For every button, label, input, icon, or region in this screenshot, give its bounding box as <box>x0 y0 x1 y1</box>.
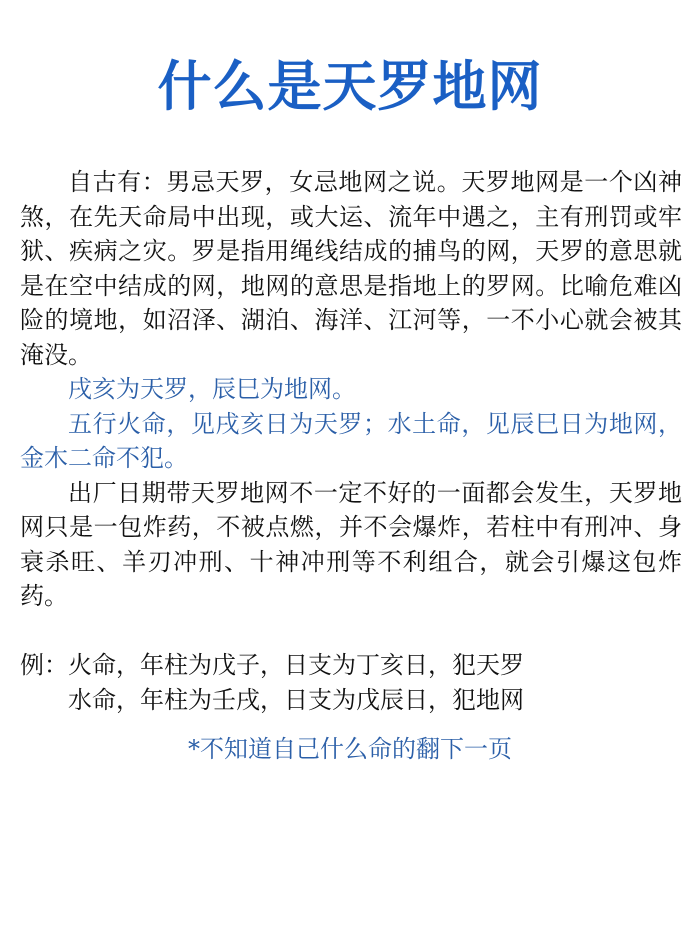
article-body <box>20 165 682 717</box>
paragraph-definition: 戌亥为天罗，辰巳为地网。 <box>68 375 356 403</box>
paragraph-five-elements: 五行火命，见戌亥日为天罗；水土命，见辰巳日为地网，金木二命不犯。 <box>20 409 682 472</box>
paragraph-intro: 自古有：男忌天罗，女忌地网之说。天罗地网是一个凶神煞，在先天命局中出现，或大运、流年中遇之，主有刑罚或牢狱、疾病之灾。罗是指用绳线结成的捕鸟的网，天罗的意思就是在空中结成的网，地网的意思是指地上的罗网。比喻危难凶险的境地，如沼泽、湖泊、海洋、江河等，一不小心就会被其淹没。 <box>20 168 682 369</box>
example-line-1: 例：火命，年柱为戊子，日支为丁亥日，犯天罗 <box>20 651 524 679</box>
paragraph-explanation: 出厂日期带天罗地网不一定不好的一面都会发生，天罗地网只是一包炸药，不被点燃，并不会爆炸，若柱中有刑冲、身衰杀旺、羊刃冲刑、十神冲刑等不利组合，就会引爆这包炸药。 <box>20 478 682 610</box>
paragraph-spacer <box>20 614 682 649</box>
footer-note: *不知道自己什么命的翻下一页 <box>188 735 512 763</box>
page-title: 什么是天罗地网 <box>157 55 543 118</box>
example-line-2: 水命，年柱为壬戌，日支为戊辰日，犯地网 <box>68 685 524 714</box>
